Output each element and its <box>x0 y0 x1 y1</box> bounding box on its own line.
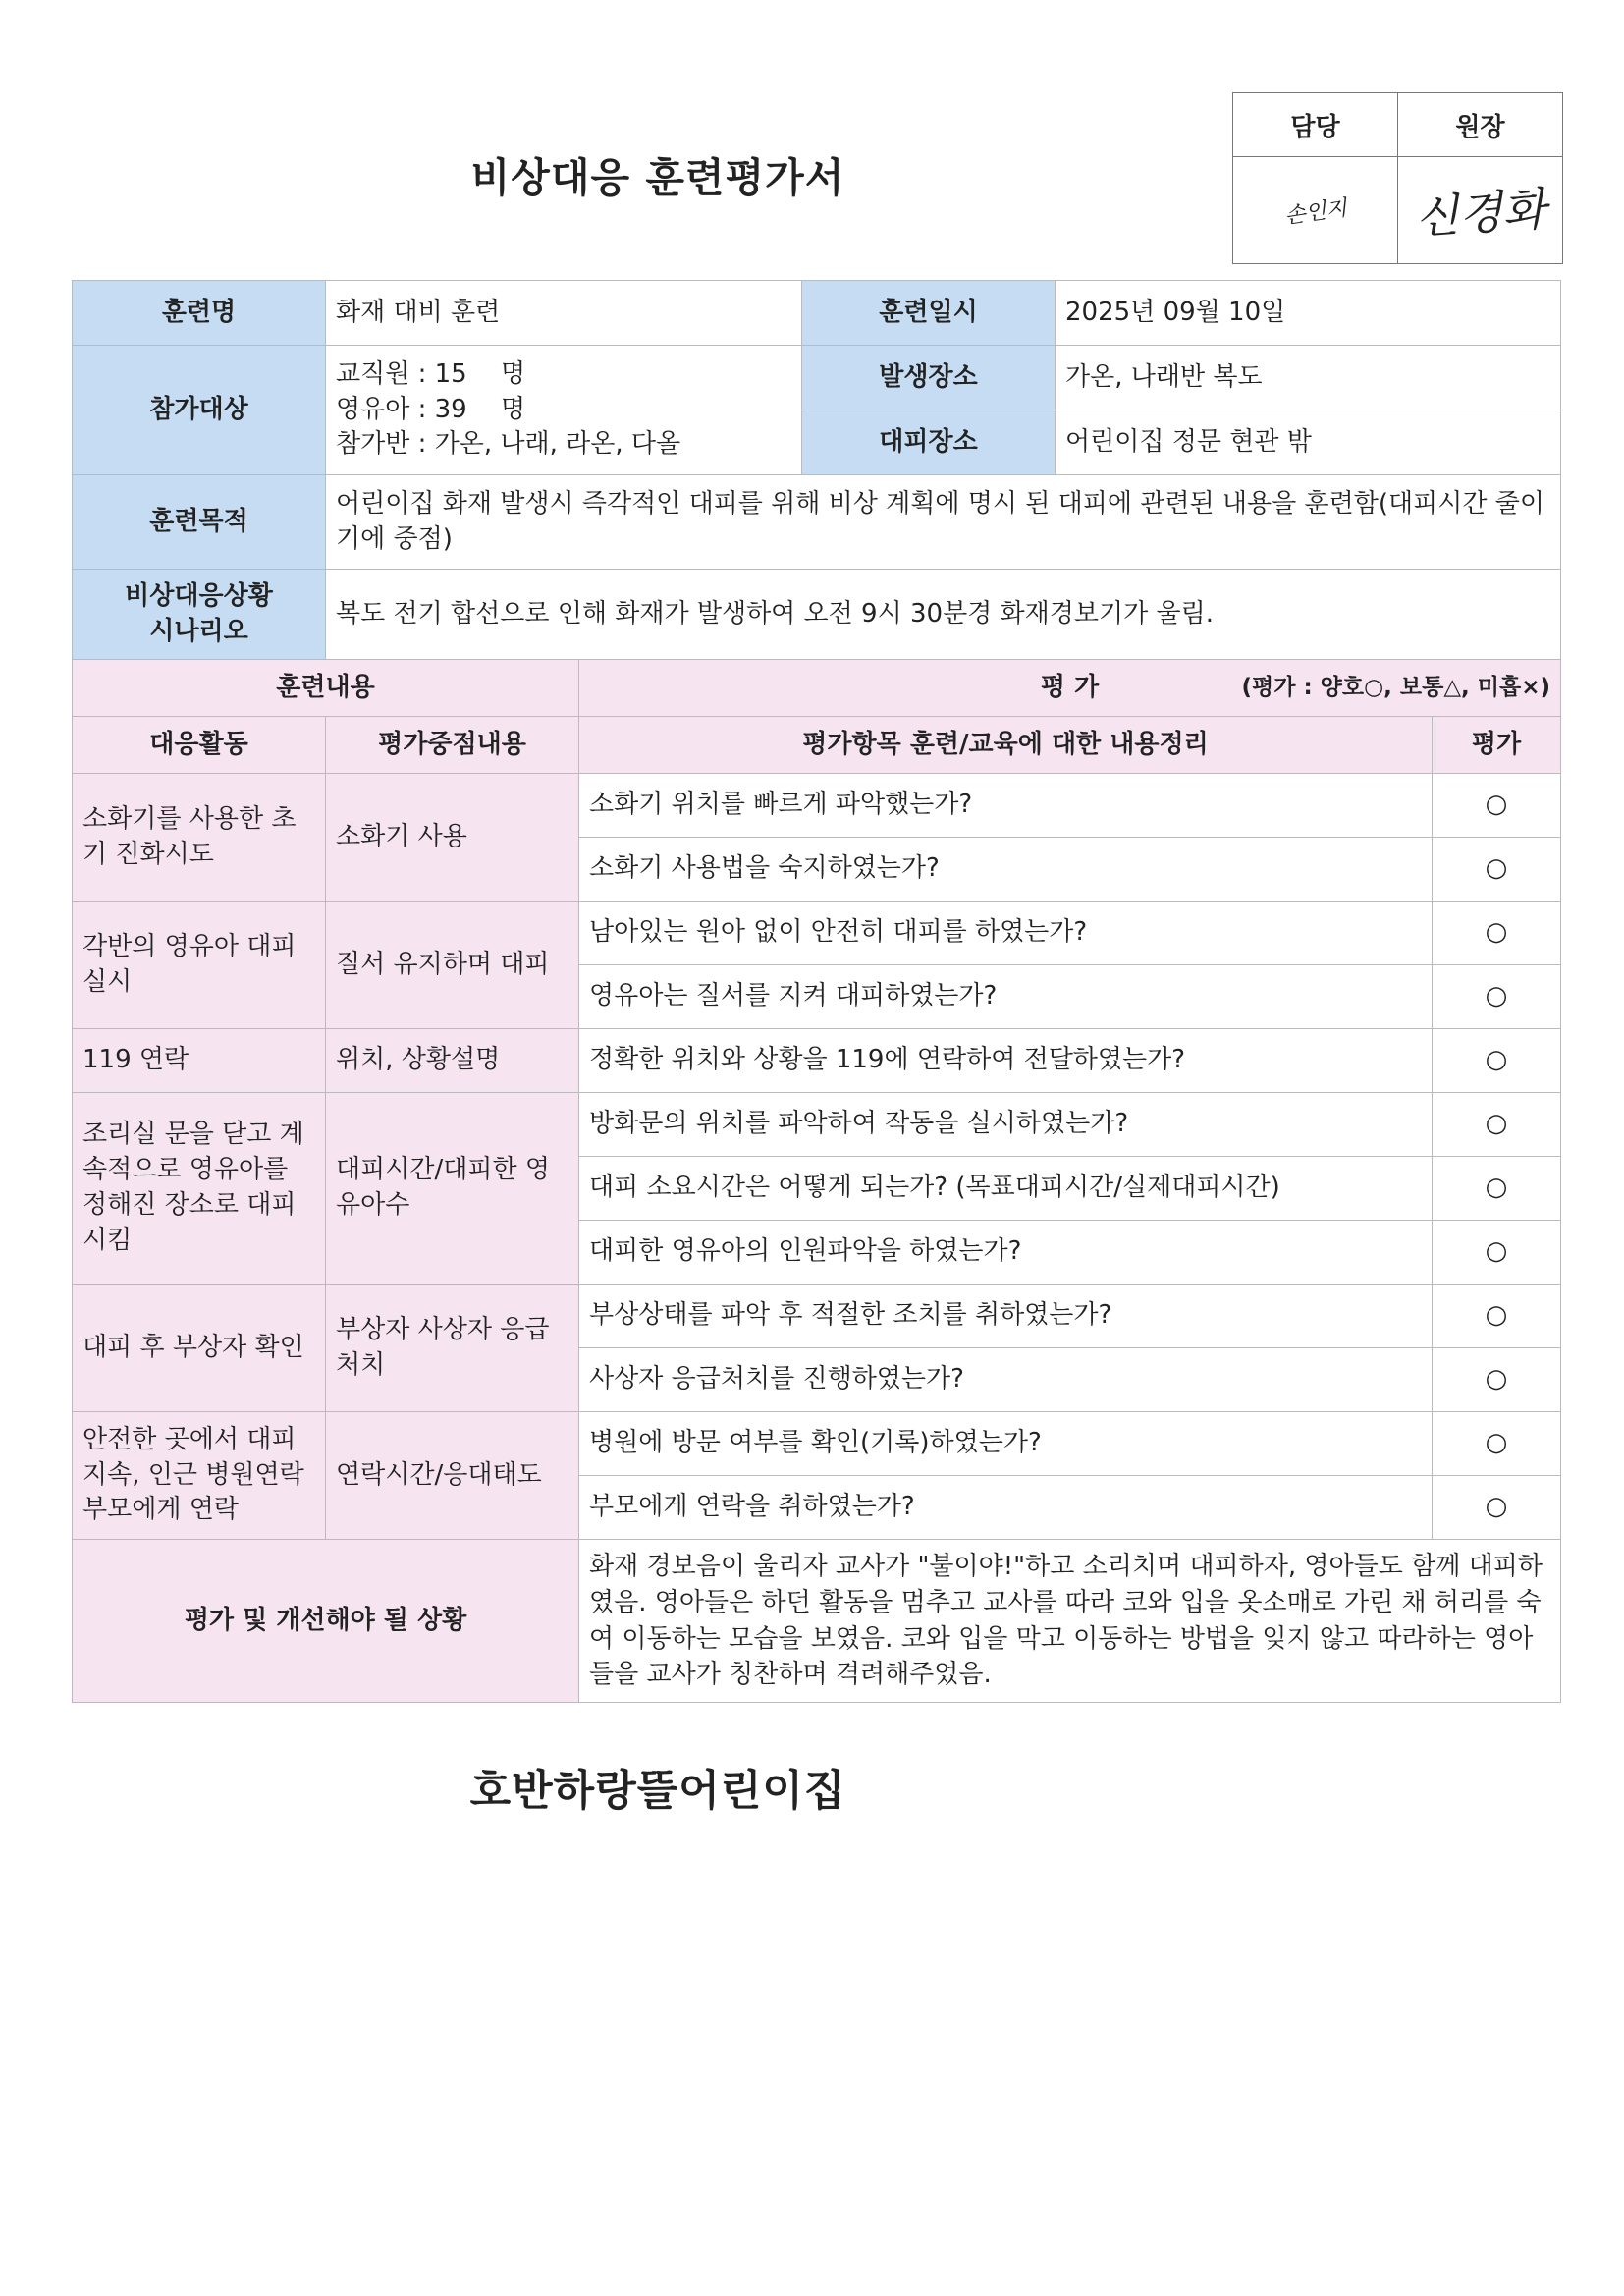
focus-cell: 대피시간/대피한 영유아수 <box>326 1093 579 1285</box>
evaluation-item: 정확한 위치와 상황을 119에 연락하여 전달하였는가? <box>579 1029 1433 1093</box>
purpose-label: 훈련목적 <box>73 475 326 570</box>
evaluation-mark: ○ <box>1433 1412 1561 1476</box>
focus-cell: 연락시간/응대태도 <box>326 1412 579 1540</box>
evaluation-item: 사상자 응급처치를 진행하였는가? <box>579 1348 1433 1412</box>
evaluation-mark: ○ <box>1433 1157 1561 1221</box>
evaluation-mark: ○ <box>1433 902 1561 965</box>
participants-children: 영유아 : 39 명 <box>336 394 526 424</box>
evaluation-mark: ○ <box>1433 1093 1561 1157</box>
activity-column-header: 대응활동 <box>73 717 326 774</box>
evaluation-item: 부모에게 연락을 취하였는가? <box>579 1476 1433 1540</box>
training-name-value: 화재 대비 훈련 <box>326 281 802 346</box>
participants-staff: 교직원 : 15 명 <box>336 358 526 389</box>
items-column-header: 평가항목 훈련/교육에 대한 내용정리 <box>579 717 1433 774</box>
improvement-label: 평가 및 개선해야 될 상황 <box>73 1540 579 1703</box>
focus-cell: 부상자 사상자 응급처치 <box>326 1285 579 1412</box>
evaluation-mark: ○ <box>1433 965 1561 1029</box>
training-name-label: 훈련명 <box>73 281 326 346</box>
activity-cell: 소화기를 사용한 초기 진화시도 <box>73 774 326 902</box>
evaluation-mark: ○ <box>1433 1348 1561 1412</box>
evaluation-header: 평 가 (평가 : 양호○, 보통△, 미흡×) <box>579 660 1561 717</box>
evaluation-mark: ○ <box>1433 1029 1561 1093</box>
training-content-header: 훈련내용 <box>73 660 579 717</box>
evaluation-item: 대피 소요시간은 어떻게 되는가? (목표대피시간/실제대피시간) <box>579 1157 1433 1221</box>
score-column-header: 평가 <box>1433 717 1561 774</box>
evaluation-table <box>72 280 1561 1703</box>
activity-cell: 조리실 문을 닫고 계속적으로 영유아를 정해진 장소로 대피시킴 <box>73 1093 326 1285</box>
approval-director-header: 원장 <box>1398 93 1563 157</box>
improvement-text: 화재 경보음이 울리자 교사가 "불이야!"하고 소리치며 대피하자, 영아들도 함께 대피하였음. 영아들은 하던 활동을 멈추고 교사를 따라 코와 입을 옷소매로 가린 채 허리를 숙여 이동하는 모습을 보였음. 코와 입을 막고 이동하는 방법을 잊지 않고 따라하는 영아들을 교사가 칭찬하며 격려해주었음. <box>579 1540 1561 1703</box>
focus-cell: 위치, 상황설명 <box>326 1029 579 1093</box>
evaluation-mark: ○ <box>1433 1221 1561 1285</box>
evaluation-mark: ○ <box>1433 774 1561 838</box>
focus-cell: 소화기 사용 <box>326 774 579 902</box>
evaluation-item: 대피한 영유아의 인원파악을 하였는가? <box>579 1221 1433 1285</box>
focus-column-header: 평가중점내용 <box>326 717 579 774</box>
evacuation-place-value: 어린이집 정문 현관 밖 <box>1056 410 1561 475</box>
evaluation-item: 소화기 사용법을 숙지하였는가? <box>579 838 1433 902</box>
evaluation-item: 방화문의 위치를 파악하여 작동을 실시하였는가? <box>579 1093 1433 1157</box>
evacuation-place-label: 대피장소 <box>802 410 1056 475</box>
manager-signature: 손인지 <box>1233 157 1398 264</box>
approval-box <box>1232 92 1563 264</box>
focus-cell: 질서 유지하며 대피 <box>326 902 579 1029</box>
evaluation-item: 영유아는 질서를 지켜 대피하였는가? <box>579 965 1433 1029</box>
location-value: 가온, 나래반 복도 <box>1056 346 1561 410</box>
organization-name: 호반하랑뜰어린이집 <box>469 1767 846 1816</box>
activity-cell: 대피 후 부상자 확인 <box>73 1285 326 1412</box>
training-date-value: 2025년 09월 10일 <box>1056 281 1561 346</box>
document-title: 비상대응 훈련평가서 <box>470 154 845 201</box>
participants-label: 참가대상 <box>73 346 326 475</box>
evaluation-item: 부상상태를 파악 후 적절한 조치를 취하였는가? <box>579 1285 1433 1348</box>
purpose-value: 어린이집 화재 발생시 즉각적인 대피를 위해 비상 계획에 명시 된 대피에 관련된 내용을 훈련함(대피시간 줄이기에 중점) <box>326 475 1561 570</box>
evaluation-item: 병원에 방문 여부를 확인(기록)하였는가? <box>579 1412 1433 1476</box>
director-signature: 신경화 <box>1398 157 1563 264</box>
training-date-label: 훈련일시 <box>802 281 1056 346</box>
location-label: 발생장소 <box>802 346 1056 410</box>
activity-cell: 119 연락 <box>73 1029 326 1093</box>
evaluation-mark: ○ <box>1433 838 1561 902</box>
evaluation-item: 소화기 위치를 빠르게 파악했는가? <box>579 774 1433 838</box>
participants-value <box>326 346 802 475</box>
participants-classes: 참가반 : 가온, 나래, 라온, 다올 <box>336 429 681 460</box>
approval-manager-header: 담당 <box>1233 93 1398 157</box>
evaluation-mark: ○ <box>1433 1476 1561 1540</box>
evaluation-item: 남아있는 원아 없이 안전히 대피를 하였는가? <box>579 902 1433 965</box>
scenario-label: 비상대응상황 시나리오 <box>73 570 326 660</box>
evaluation-mark: ○ <box>1433 1285 1561 1348</box>
evaluation-legend: (평가 : 양호○, 보통△, 미흡×) <box>1241 674 1551 700</box>
activity-cell: 각반의 영유아 대피 실시 <box>73 902 326 1029</box>
activity-cell: 안전한 곳에서 대피지속, 인근 병원연락 부모에게 연락 <box>73 1412 326 1540</box>
scenario-value: 복도 전기 합선으로 인해 화재가 발생하여 오전 9시 30분경 화재경보기가 울림. <box>326 570 1561 660</box>
